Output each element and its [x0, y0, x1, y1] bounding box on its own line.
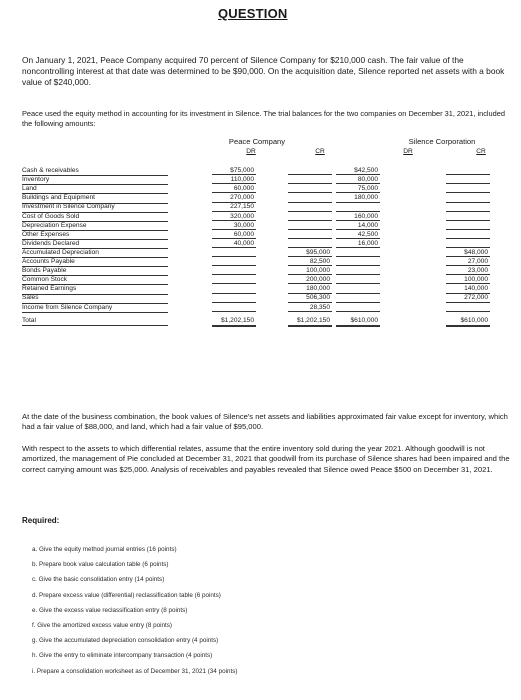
peace-cr-cell [288, 240, 332, 248]
differential-note: With respect to the assets to which differential relates, assume that the entire inventory sold during the year 2021. Although goodwill is not amortized, the management of Pie concluded at December 31, 2021 that goodwill from its purchase of Silence shares had been impaired and the correct carrying amount was $25,000. Analysis of receivables and payables revealed that Silence owed Peace $500 on December 31, 2021. [22, 444, 510, 474]
silence-cr-cell: $610,000 [446, 317, 490, 327]
table-row [22, 267, 512, 276]
silence-dr-header: DR [403, 148, 413, 155]
peace-cr-cell: 28,350 [288, 304, 332, 312]
silence-dr-cell: 14,000 [336, 222, 380, 230]
peace-dr-cell [212, 285, 256, 293]
silence-cr-cell [446, 240, 490, 248]
requirement-item: d. Prepare excess value (differential) reclassification table (6 points) [32, 591, 221, 599]
account-label: Common Stock [22, 276, 168, 285]
silence-corporation-header: Silence Corporation [408, 137, 476, 146]
table-row [22, 203, 512, 212]
silence-dr-cell: 75,000 [336, 185, 380, 193]
peace-cr-cell [288, 222, 332, 230]
silence-cr-cell [446, 213, 490, 221]
account-label: Land [22, 185, 168, 194]
peace-cr-cell: 100,000 [288, 267, 332, 275]
peace-dr-cell: 60,000 [212, 231, 256, 239]
table-row [22, 249, 512, 258]
peace-cr-cell: 506,300 [288, 294, 332, 302]
peace-cr-cell [288, 185, 332, 193]
peace-dr-cell [212, 276, 256, 284]
silence-cr-cell: $48,000 [446, 249, 490, 257]
peace-cr-header: CR [315, 148, 325, 155]
peace-dr-cell: 227,150 [212, 203, 256, 211]
silence-dr-cell: 16,000 [336, 240, 380, 248]
silence-cr-cell [446, 185, 490, 193]
peace-cr-cell: 82,500 [288, 258, 332, 266]
requirement-item: b. Prepare book value calculation table (6 points) [32, 561, 169, 569]
peace-dr-header: DR [246, 148, 256, 155]
account-label: Cost of Goods Sold [22, 213, 168, 222]
silence-cr-cell [446, 203, 490, 211]
requirement-item: e. Give the excess value reclassification entry (8 points) [32, 606, 188, 614]
table-row [22, 194, 512, 203]
table-row [22, 185, 512, 194]
account-label: Retained Earnings [22, 285, 168, 294]
silence-dr-cell [336, 276, 380, 284]
account-label: Buildings and Equipment [22, 194, 168, 203]
requirement-item: f. Give the amortized excess value entry (8 points) [32, 621, 172, 629]
silence-cr-cell [446, 176, 490, 184]
requirement-item: c. Give the basic consolidation entry (14 points) [32, 576, 165, 584]
requirements-list [32, 544, 237, 681]
peace-cr-cell [288, 231, 332, 239]
peace-dr-cell [212, 304, 256, 312]
peace-dr-cell: $1,202,150 [212, 317, 256, 327]
table-row [22, 304, 512, 313]
peace-dr-cell: 60,000 [212, 185, 256, 193]
silence-dr-cell: 42,500 [336, 231, 380, 239]
peace-cr-cell: 200,000 [288, 276, 332, 284]
peace-cr-cell: $1,202,150 [288, 317, 332, 327]
intro-paragraph: On January 1, 2021, Peace Company acquired 70 percent of Silence Company for $210,000 cash. The fair value of the noncontrolling interest at that date was determined to be $90,000. On the acquisition date, Silence reported net assets with a book value of $240,000. [22, 55, 505, 88]
question-title: QUESTION [218, 6, 288, 21]
peace-dr-cell [212, 294, 256, 302]
peace-cr-cell [288, 213, 332, 221]
table-row [22, 317, 512, 326]
silence-cr-header: CR [476, 148, 486, 155]
peace-dr-cell [212, 249, 256, 257]
silence-cr-cell [446, 304, 490, 312]
peace-dr-cell: 30,000 [212, 222, 256, 230]
silence-dr-cell [336, 304, 380, 312]
account-label: Investment in Silence Company [22, 203, 168, 212]
silence-dr-cell: 160,000 [336, 213, 380, 221]
silence-dr-cell: $610,000 [336, 317, 380, 327]
account-label: Cash & receivables [22, 167, 168, 176]
silence-cr-cell: 27,000 [446, 258, 490, 266]
peace-cr-cell: $95,000 [288, 249, 332, 257]
requirement-item: i. Prepare a consolidation worksheet as of December 31, 2021 (34 points) [32, 667, 238, 675]
peace-dr-cell: $75,000 [212, 167, 256, 175]
table-row [22, 213, 512, 222]
table-row [22, 258, 512, 267]
account-label: Inventory [22, 176, 168, 185]
silence-dr-cell: 80,000 [336, 176, 380, 184]
silence-dr-cell: $42,500 [336, 167, 380, 175]
silence-cr-cell [446, 231, 490, 239]
table-row [22, 231, 512, 240]
silence-cr-cell: 140,000 [446, 285, 490, 293]
account-label: Depreciation Expense [22, 222, 168, 231]
table-row [22, 240, 512, 249]
table-row [22, 294, 512, 303]
peace-dr-cell: 320,000 [212, 213, 256, 221]
requirement-item: g. Give the accumulated depreciation consolidation entry (4 points) [32, 637, 219, 645]
account-label: Income from Silence Company [22, 304, 168, 313]
silence-dr-cell [336, 203, 380, 211]
peace-cr-cell: 180,000 [288, 285, 332, 293]
required-heading: Required: [22, 516, 60, 525]
peace-dr-cell [212, 258, 256, 266]
account-label: Dividends Declared [22, 240, 168, 249]
account-label: Accumulated Depreciation [22, 249, 168, 258]
silence-cr-cell: 23,000 [446, 267, 490, 275]
peace-dr-cell: 40,000 [212, 240, 256, 248]
peace-cr-cell [288, 167, 332, 175]
peace-company-header: Peace Company [228, 137, 286, 146]
silence-cr-cell [446, 167, 490, 175]
silence-dr-cell [336, 267, 380, 275]
silence-dr-cell [336, 285, 380, 293]
silence-cr-cell [446, 222, 490, 230]
trial-balance-intro: Peace used the equity method in accounting for its investment in Silence. The trial balances for the two companies on December 31, 2021, included the following amounts: [22, 109, 506, 128]
peace-cr-cell [288, 194, 332, 202]
table-row [22, 176, 512, 185]
silence-cr-cell: 272,000 [446, 294, 490, 302]
peace-dr-cell: 110,000 [212, 176, 256, 184]
silence-dr-cell [336, 258, 380, 266]
peace-dr-cell [212, 267, 256, 275]
account-label: Other Expenses [22, 231, 168, 240]
peace-cr-cell [288, 176, 332, 184]
silence-dr-cell: 180,000 [336, 194, 380, 202]
peace-dr-cell: 270,000 [212, 194, 256, 202]
account-label: Sales [22, 294, 168, 303]
peace-cr-cell [288, 203, 332, 211]
account-label: Bonds Payable [22, 267, 168, 276]
silence-cr-cell: 100,000 [446, 276, 490, 284]
silence-dr-cell [336, 294, 380, 302]
requirement-item: h. Give the entry to eliminate intercompany transaction (4 points) [32, 652, 213, 660]
fair-value-note: At the date of the business combination, the book values of Silence's net assets and liabilities approximated fair value except for inventory, which had a fair value of $88,000, and land, which had a fair value of $95,000. [22, 412, 508, 432]
account-label: Accounts Payable [22, 258, 168, 267]
requirement-item: a. Give the equity method journal entries (16 points) [32, 546, 177, 553]
table-row [22, 222, 512, 231]
silence-dr-cell [336, 249, 380, 257]
table-row [22, 276, 512, 285]
account-label: Total [22, 317, 168, 326]
table-row [22, 167, 512, 176]
table-row [22, 285, 512, 294]
silence-cr-cell [446, 194, 490, 202]
